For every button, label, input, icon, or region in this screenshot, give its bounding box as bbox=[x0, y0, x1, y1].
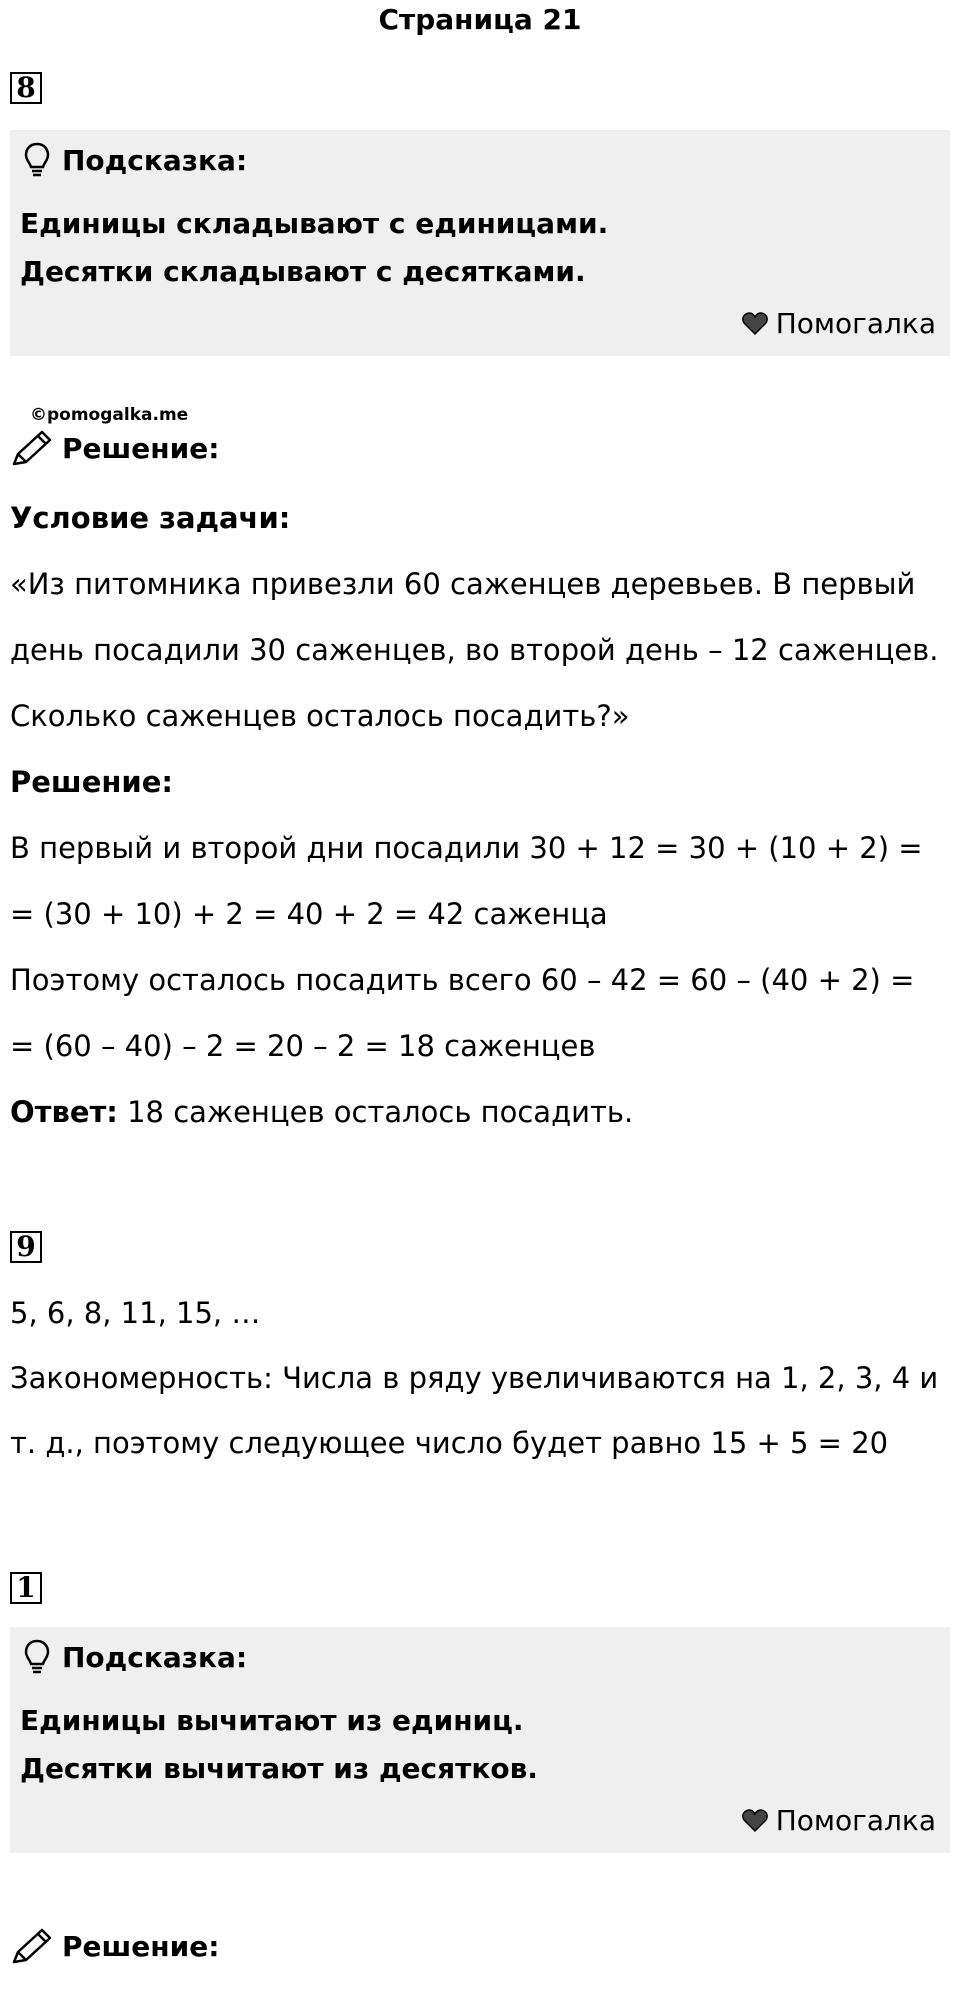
pencil-icon bbox=[10, 428, 54, 468]
solution-title: Решение: bbox=[62, 1929, 220, 1963]
hint-line-1: Единицы вычитают из единиц. bbox=[20, 1704, 524, 1737]
watermark: ©pomogalka.me bbox=[30, 405, 189, 425]
condition-line-2: день посадили 30 саженцев, во второй день – 12 саженцев. bbox=[10, 633, 939, 667]
brand-label bbox=[742, 1803, 936, 1839]
condition-label: Условие задачи: bbox=[10, 501, 291, 535]
solution-line-4: = (60 – 40) – 2 = 20 – 2 = 18 саженцев bbox=[10, 1029, 596, 1063]
solution-line-2: = (30 + 10) + 2 = 40 + 2 = 42 саженца bbox=[10, 897, 608, 931]
solution-label: Решение: bbox=[10, 765, 174, 799]
page-title: Страница 21 bbox=[378, 3, 582, 36]
lightbulb-icon bbox=[24, 142, 50, 178]
heart-icon bbox=[742, 1809, 768, 1833]
hint-header bbox=[24, 142, 247, 178]
solution-line-3: Поэтому осталось посадить всего 60 – 42 = 60 – (40 + 2) = bbox=[10, 963, 915, 997]
condition-line-1: «Из питомника привезли 60 саженцев деревьев. В первый bbox=[10, 567, 916, 601]
hint-line-2: Десятки складывают с десятками. bbox=[20, 255, 586, 288]
lightbulb-icon bbox=[24, 1639, 50, 1675]
solution-line-1: В первый и второй дни посадили 30 + 12 = 30 + (10 + 2) = bbox=[10, 831, 923, 865]
hint-line-1: Единицы складывают с единицами. bbox=[20, 207, 609, 240]
hint-box-1 bbox=[10, 1627, 950, 1853]
hint-box-8 bbox=[10, 130, 950, 356]
heart-icon bbox=[742, 312, 768, 336]
answer-line bbox=[10, 1093, 633, 1131]
answer-text: 18 саженцев осталось посадить. bbox=[117, 1095, 634, 1129]
task9-line-2: Закономерность: Числа в ряду увеличиваются на 1, 2, 3, 4 и bbox=[10, 1361, 939, 1395]
pencil-icon bbox=[10, 1926, 54, 1966]
task-number-9: 9 bbox=[10, 1231, 42, 1263]
task9-line-3: т. д., поэтому следующее число будет равно 15 + 5 = 20 bbox=[10, 1426, 889, 1460]
solution-header-8 bbox=[10, 428, 219, 468]
solution-title: Решение: bbox=[62, 431, 220, 465]
hint-line-2: Десятки вычитают из десятков. bbox=[20, 1752, 538, 1785]
answer-label: Ответ: bbox=[10, 1095, 118, 1129]
task9-line-1: 5, 6, 8, 11, 15, … bbox=[10, 1296, 261, 1330]
hint-title: Подсказка: bbox=[62, 143, 248, 177]
task-number-8: 8 bbox=[10, 72, 42, 104]
condition-line-3: Сколько саженцев осталось посадить?» bbox=[10, 699, 630, 733]
brand-text: Помогалка bbox=[775, 1804, 936, 1837]
task-number-1: 1 bbox=[10, 1572, 42, 1604]
hint-header bbox=[24, 1639, 247, 1675]
solution-header-1 bbox=[10, 1926, 219, 1966]
brand-text: Помогалка bbox=[775, 307, 936, 340]
hint-title: Подсказка: bbox=[62, 1640, 248, 1674]
brand-label bbox=[742, 306, 936, 342]
